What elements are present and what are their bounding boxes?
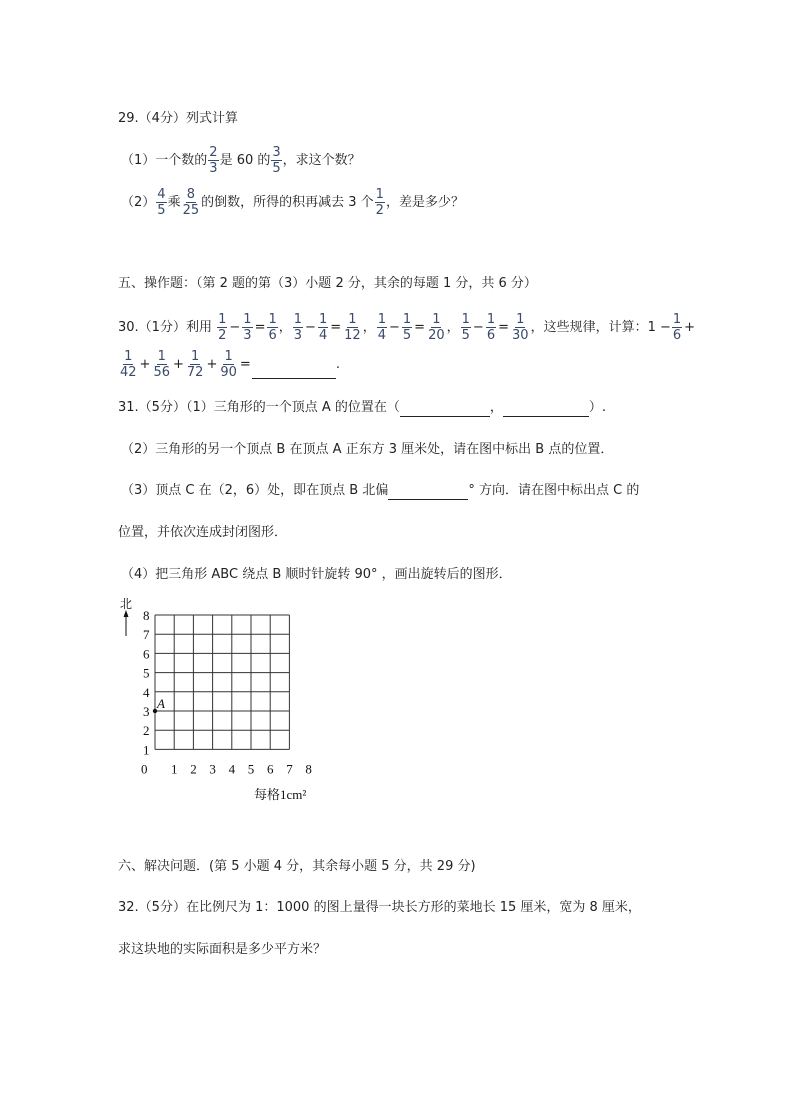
fraction-denominator: 20 [428, 328, 445, 343]
q29-title: 29.（4分）列式计算 [118, 111, 238, 126]
fraction [511, 313, 530, 342]
x-axis-label: 6 [267, 761, 274, 777]
equals-sign: = [239, 357, 251, 372]
x-axis-label: 2 [190, 761, 197, 777]
fraction-denominator: 4 [377, 328, 386, 343]
y-axis-label: 5 [143, 665, 150, 681]
fraction-numerator: 2 [209, 145, 218, 160]
plus-sign: + [173, 357, 184, 372]
fraction-numerator: 1 [218, 312, 227, 327]
fraction [267, 313, 277, 342]
fraction-numerator: 1 [348, 312, 357, 327]
q30-line2 [118, 350, 340, 379]
q32-line1: 32.（5分）在比例尺为 1：1000 的图上量得一块长方形的菜地长 15 厘米，宽为 8 厘米， [118, 900, 641, 915]
fraction-denominator: 6 [672, 328, 682, 343]
fraction [672, 313, 682, 342]
fraction-denominator: 56 [153, 365, 170, 380]
q30-end: . [335, 357, 340, 372]
fraction [293, 313, 303, 342]
q29-part2-text-c: ，差是多少？ [385, 195, 464, 210]
comma: ， [446, 320, 460, 335]
fraction-denominator: 30 [512, 328, 529, 343]
fraction-denominator: 12 [344, 328, 361, 343]
fraction [271, 146, 281, 175]
fraction [461, 313, 471, 342]
answer-blank[interactable] [252, 364, 336, 379]
fraction-numerator: 1 [432, 312, 441, 327]
fraction-numerator: 1 [318, 312, 328, 327]
fraction-numerator: 1 [402, 312, 412, 327]
fraction-denominator: 6 [268, 328, 277, 343]
q31-line3 [121, 482, 639, 500]
q31-line1-c: ）. [588, 400, 607, 415]
fraction-denominator: 5 [402, 328, 412, 343]
q30-rule-2 [292, 312, 363, 343]
q29-part1-label: （1） [121, 153, 156, 168]
fraction [219, 350, 238, 379]
plus-sign: + [684, 320, 696, 335]
fraction [182, 188, 201, 217]
north-arrow-icon [124, 610, 129, 617]
q29-part2-text-b: 的倒数，所得的积再减去 3 个 [201, 195, 374, 210]
y-axis-label: 4 [143, 684, 150, 700]
answer-blank[interactable] [400, 402, 490, 417]
q30-line1 [118, 313, 696, 342]
y-axis-label: 0 [141, 761, 148, 777]
fraction-denominator: 4 [318, 328, 328, 343]
x-axis-label: 3 [209, 761, 216, 777]
q31-line1-b: ， [489, 400, 503, 415]
grid-caption: 每格1cm² [254, 787, 307, 802]
y-axis-label: 2 [143, 723, 150, 739]
q30-rule-1 [216, 312, 279, 343]
fraction-numerator: 1 [191, 349, 200, 364]
section5-title: 五、操作题：（第 2 题的第（3）小题 2 分，其余的每题 1 分，共 6 分） [118, 276, 537, 291]
equals-sign: = [254, 320, 266, 335]
fraction [242, 313, 252, 342]
minus-sign: − [388, 320, 400, 335]
q31-line1-a: 31.（5分）（1）三角形的一个顶点 A 的位置在（ [118, 400, 400, 415]
fraction [318, 313, 328, 342]
x-axis-label: 8 [305, 761, 312, 777]
fraction-numerator: 1 [243, 312, 252, 327]
equals-sign: = [414, 320, 426, 335]
y-axis-label: 7 [143, 627, 150, 643]
fraction [217, 313, 227, 342]
fraction [119, 350, 138, 379]
fraction [156, 188, 166, 217]
fraction-numerator: 1 [516, 312, 525, 327]
fraction-denominator: 6 [486, 328, 496, 343]
equals-sign: = [498, 320, 510, 335]
q30-tail: ，这些规律，计算：1 − [530, 320, 671, 335]
q31-line4: 位置，并依次连成封闭图形． [118, 525, 288, 540]
fraction [377, 313, 387, 342]
q31-line1 [118, 399, 606, 417]
fraction-denominator: 72 [186, 365, 204, 380]
fraction-denominator: 5 [157, 203, 166, 218]
x-axis-label: 1 [171, 761, 178, 777]
north-label: 北 [120, 597, 133, 611]
fraction-numerator: 1 [486, 312, 496, 327]
fraction-denominator: 5 [461, 328, 470, 343]
fraction-denominator: 2 [375, 203, 384, 218]
answer-blank[interactable] [388, 485, 468, 500]
fraction-denominator: 42 [120, 365, 137, 380]
q31-line5: （4）把三角形 ABC 绕点 B 顺时针旋转 90° ，画出旋转后的图形． [121, 567, 512, 582]
y-axis-label: 8 [143, 608, 150, 623]
q30-lead: 30.（1分）利用 [118, 320, 212, 335]
q29-part2-text-a: 乘 [167, 195, 181, 210]
minus-sign: − [229, 320, 241, 335]
fraction-numerator: 1 [224, 349, 233, 364]
fraction-denominator: 2 [218, 328, 227, 343]
fraction-numerator: 1 [375, 187, 384, 202]
fraction-numerator: 1 [461, 312, 470, 327]
answer-blank[interactable] [503, 402, 589, 417]
fraction-numerator: 1 [157, 349, 166, 364]
x-axis-label: 4 [228, 761, 236, 777]
x-axis-label: 5 [247, 761, 255, 777]
point-a-label: A [157, 696, 165, 711]
minus-sign: − [305, 320, 316, 335]
equals-sign: = [330, 320, 342, 335]
fraction-numerator: 8 [186, 187, 195, 202]
fraction-numerator: 4 [157, 187, 166, 202]
y-axis-label: 3 [143, 704, 150, 719]
fraction-denominator: 90 [220, 365, 237, 380]
x-axis-label: 7 [286, 761, 293, 777]
fraction-numerator: 1 [293, 312, 303, 327]
q30-rule-3 [376, 312, 447, 343]
fraction-numerator: 3 [272, 145, 281, 160]
q30-rule-4 [460, 312, 531, 343]
fraction-numerator: 1 [268, 312, 277, 327]
q31-line3-b: ° 方向．请在图中标出点 C 的 [468, 483, 640, 498]
fraction [343, 313, 362, 342]
fraction-denominator: 3 [293, 328, 303, 343]
fraction-denominator: 3 [243, 328, 252, 343]
minus-sign: − [472, 320, 484, 335]
fraction [486, 313, 496, 342]
comma: ， [362, 320, 376, 335]
fraction [208, 146, 218, 175]
fraction [402, 313, 412, 342]
fraction-numerator: 1 [672, 312, 682, 327]
q31-line3-a: （3）顶点 C 在（2，6）处，即在顶点 B 北偏 [121, 483, 389, 498]
fraction-numerator: 1 [124, 349, 133, 364]
section6-title: 六、解决问题．(第 5 小题 4 分，其余每小题 5 分，共 29 分) [118, 859, 476, 874]
fraction-denominator: 3 [209, 161, 218, 176]
comma: ， [278, 320, 292, 335]
plus-sign: + [206, 357, 218, 372]
q29-part2 [121, 188, 464, 217]
q29-part1-text-c: ，求这个数？ [282, 153, 361, 168]
fraction [427, 313, 446, 342]
q29-part2-label: （2） [121, 195, 156, 210]
fraction [186, 350, 205, 379]
fraction-denominator: 25 [182, 203, 200, 218]
q29-part1-text-a: 一个数的 [155, 153, 208, 168]
y-axis-label: 6 [143, 646, 150, 662]
fraction [375, 188, 385, 217]
y-axis-label: 1 [143, 742, 150, 758]
fraction [152, 350, 171, 379]
plus-sign: + [139, 357, 151, 372]
q32-line2: 求这块地的实际面积是多少平方米？ [118, 942, 327, 957]
fraction-numerator: 1 [377, 312, 386, 327]
q31-line2: （2）三角形的另一个顶点 B 在顶点 A 正东方 3 厘米处，请在图中标出 B 点的位置． [121, 442, 614, 457]
grid-lines [155, 615, 289, 749]
q29-part1-text-b: 是 60 的 [219, 153, 271, 168]
q29-part1 [121, 146, 361, 175]
fraction-denominator: 5 [272, 161, 281, 176]
coordinate-grid [114, 596, 324, 806]
